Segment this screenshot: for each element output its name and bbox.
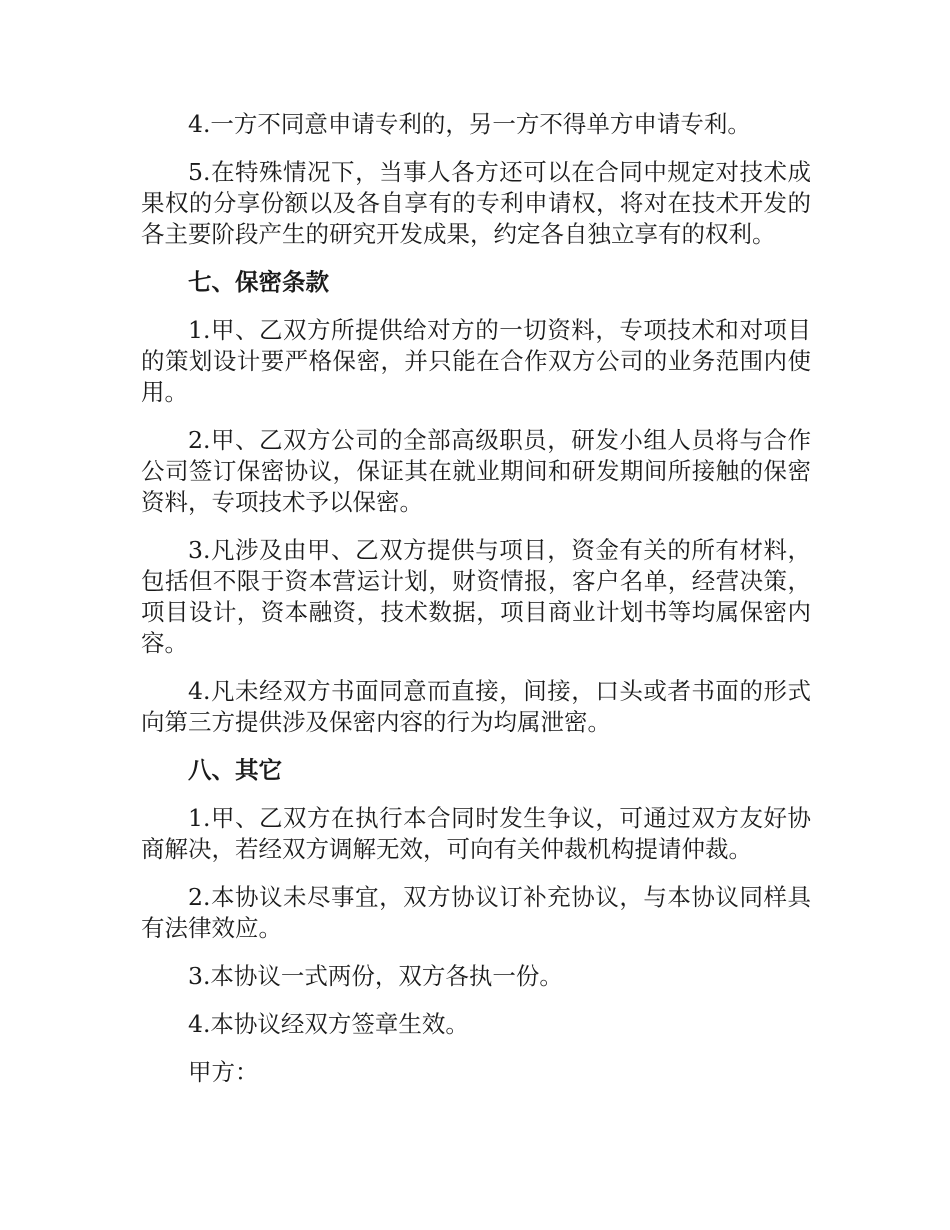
confidentiality-clause-1: 1.甲、乙双方所提供给对方的一切资料，专项技术和对项目的策划设计要严格保密，并只能在合作双方公司的业务范围内使用。 [141,316,811,406]
other-clause-1: 1.甲、乙双方在执行本合同时发生争议，可通过双方友好协商解决，若经双方调解无效，可向有关仲裁机构提请仲裁。 [141,804,811,863]
clause-5-special-circumstances: 5.在特殊情况下，当事人各方还可以在合同中规定对技术成果权的分享份额以及各自享有的专利申请权，将对在技术开发的各主要阶段产生的研究开发成果，约定各自独立享有的权利。 [141,158,811,248]
other-clause-4: 4.本协议经双方签章生效。 [188,1010,469,1038]
confidentiality-clause-2: 2.甲、乙双方公司的全部高级职员，研发小组人员将与合作公司签订保密协议，保证其在就业期间和研发期间所接触的保密资料，专项技术予以保密。 [141,426,811,516]
document-page [141,109,811,1105]
party-a-signature-label: 甲方： [188,1058,259,1086]
other-clause-2: 2.本协议未尽事宜，双方协议订补充协议，与本协议同样具有法律效应。 [141,883,811,942]
section-8-heading: 八、其它 [188,756,282,784]
confidentiality-clause-4: 4.凡未经双方书面同意而直接，间接，口头或者书面的形式向第三方提供涉及保密内容的行为均属泄密。 [141,677,811,736]
confidentiality-clause-3: 3.凡涉及由甲、乙双方提供与项目，资金有关的所有材料，包括但不限于资本营运计划，财资情报，客户名单，经营决策，项目设计，资本融资，技术数据，项目商业计划书等均属保密内容。 [141,536,811,657]
section-7-heading: 七、保密条款 [188,268,329,296]
other-clause-3: 3.本协议一式两份，双方各执一份。 [188,962,563,990]
clause-4-patent-application: 4.一方不同意申请专利的，另一方不得单方申请专利。 [188,110,751,138]
